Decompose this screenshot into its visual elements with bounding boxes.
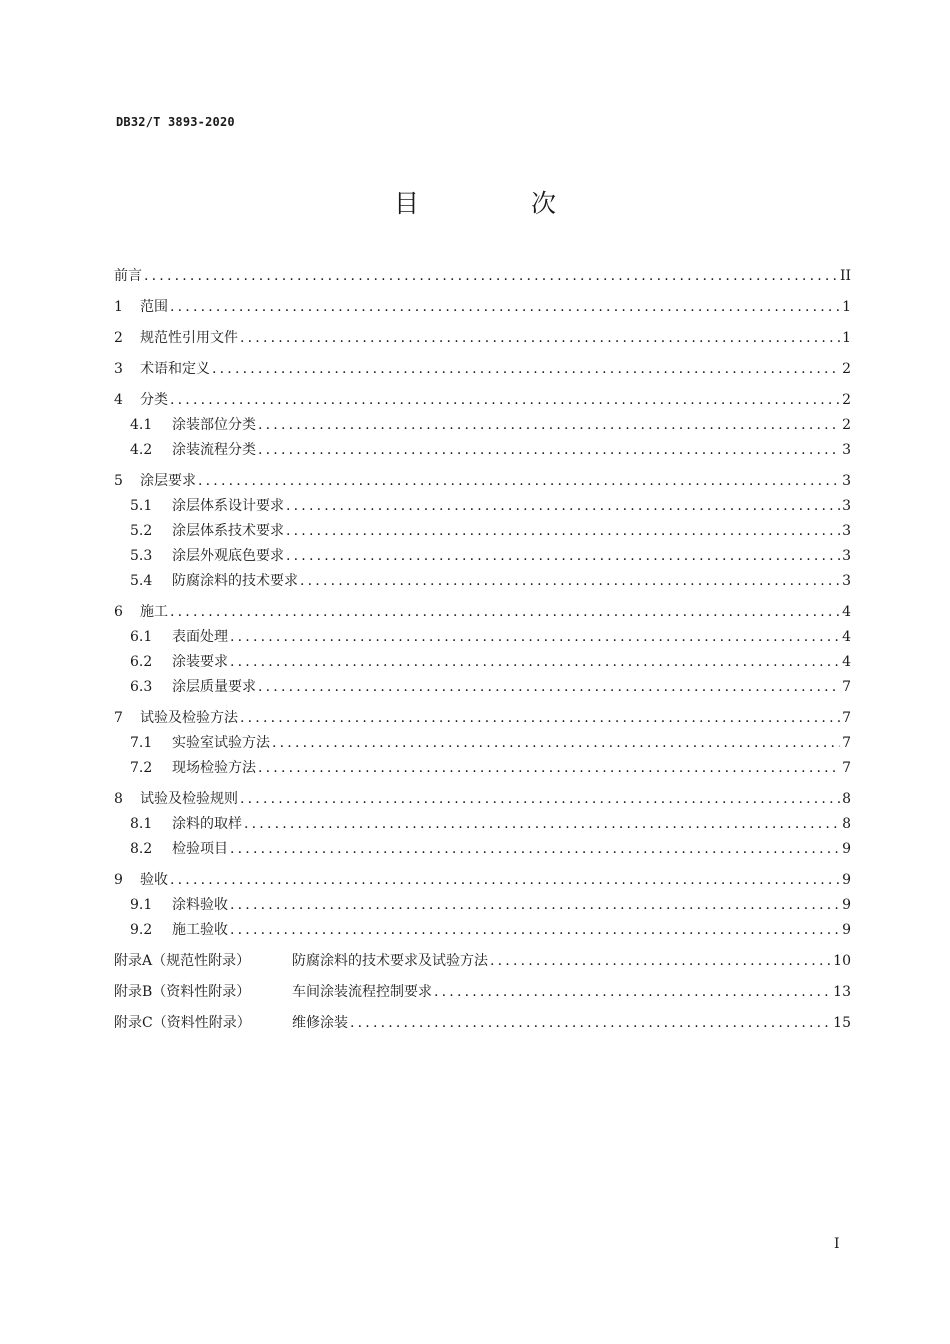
toc-entry-number: 5.3 xyxy=(130,548,153,564)
toc-dot-leader xyxy=(434,980,831,1005)
toc-entry-title: 施工验收 xyxy=(172,922,228,938)
toc-entry-page: 9 xyxy=(842,841,851,857)
toc-dot-leader xyxy=(244,812,840,837)
toc-entry-title: 涂装流程分类 xyxy=(172,442,256,458)
toc-entry-title: 涂装要求 xyxy=(172,654,228,670)
toc-entry[interactable] xyxy=(114,295,851,320)
toc-entry-page: 3 xyxy=(842,498,851,514)
toc-entry-number: 9.1 xyxy=(130,897,153,913)
toc-entry[interactable] xyxy=(114,357,851,382)
toc-entry[interactable] xyxy=(114,706,851,731)
toc-dot-leader xyxy=(230,837,840,862)
toc-entry-page: 4 xyxy=(842,654,851,670)
toc-dot-leader xyxy=(258,413,840,438)
toc-entry[interactable] xyxy=(114,469,851,494)
toc-entry[interactable] xyxy=(114,544,851,569)
toc-entry-title: 分类 xyxy=(140,392,168,408)
toc-entry-number: 6.3 xyxy=(130,679,153,695)
toc-entry-title: 涂装部位分类 xyxy=(172,417,256,433)
toc-entry[interactable] xyxy=(114,650,851,675)
toc-entry[interactable] xyxy=(114,980,851,1005)
toc-entry-title: 涂料的取样 xyxy=(172,816,242,832)
toc-entry-page: 3 xyxy=(842,548,851,564)
toc-entry-page: 9 xyxy=(842,897,851,913)
toc-entry-page: 1 xyxy=(842,299,851,315)
toc-dot-leader xyxy=(230,893,840,918)
toc-entry-page: 15 xyxy=(833,1015,851,1031)
toc-entry-page: 3 xyxy=(842,573,851,589)
toc-entry-number: 6 xyxy=(114,604,123,620)
toc-entry-page: 1 xyxy=(842,330,851,346)
toc-entry-number: 附录A（规范性附录） xyxy=(114,953,251,969)
toc-entry-page: 2 xyxy=(842,417,851,433)
toc-dot-leader xyxy=(286,519,840,544)
toc-entry-number: 5 xyxy=(114,473,123,489)
toc-dot-leader xyxy=(350,1011,831,1036)
toc-dot-leader xyxy=(272,731,840,756)
toc-entry-title: 涂层质量要求 xyxy=(172,679,256,695)
toc-entry-title: 涂层体系技术要求 xyxy=(172,523,284,539)
toc-dot-leader xyxy=(212,357,840,382)
toc-entry-number: 4.2 xyxy=(130,442,153,458)
toc-dot-leader xyxy=(170,600,840,625)
toc-entry-page: 2 xyxy=(842,392,851,408)
toc-entry-title: 涂层外观底色要求 xyxy=(172,548,284,564)
toc-dot-leader xyxy=(286,544,840,569)
toc-entry[interactable] xyxy=(114,438,851,463)
toc-dot-leader xyxy=(198,469,840,494)
toc-dot-leader xyxy=(170,868,840,893)
toc-entry[interactable] xyxy=(114,949,851,974)
toc-entry-page: 9 xyxy=(842,872,851,888)
toc-entry-page: 3 xyxy=(842,442,851,458)
toc-entry-number: 附录C（资料性附录） xyxy=(114,1015,251,1031)
toc-entry-number: 3 xyxy=(114,361,123,377)
toc-entry-title: 试验及检验方法 xyxy=(140,710,238,726)
toc-entry[interactable] xyxy=(114,675,851,700)
toc-entry-page: 9 xyxy=(842,922,851,938)
toc-dot-leader xyxy=(170,388,840,413)
toc-dot-leader xyxy=(240,326,840,351)
toc-dot-leader xyxy=(490,949,831,974)
toc-entry[interactable] xyxy=(114,494,851,519)
toc-entry[interactable] xyxy=(114,756,851,781)
toc-entry[interactable] xyxy=(114,413,851,438)
toc-entry-number: 附录B（资料性附录） xyxy=(114,984,251,1000)
toc-entry-title: 范围 xyxy=(140,299,168,315)
toc-entry-title: 涂层要求 xyxy=(140,473,196,489)
toc-entry-page: 7 xyxy=(842,710,851,726)
table-of-contents xyxy=(114,264,851,1036)
toc-entry[interactable] xyxy=(114,893,851,918)
toc-dot-leader xyxy=(170,295,840,320)
toc-entry-page: 8 xyxy=(842,791,851,807)
toc-entry-number: 5.2 xyxy=(130,523,153,539)
toc-entry-page: 13 xyxy=(833,984,851,1000)
toc-dot-leader xyxy=(286,494,840,519)
toc-entry-number: 5.4 xyxy=(130,573,153,589)
toc-entry-number: 5.1 xyxy=(130,498,153,514)
toc-entry-title: 前言 xyxy=(114,268,142,284)
toc-entry-page: 2 xyxy=(842,361,851,377)
toc-entry[interactable] xyxy=(114,600,851,625)
toc-entry-number: 7.1 xyxy=(130,735,153,751)
toc-entry-title: 检验项目 xyxy=(172,841,228,857)
toc-entry-number: 6.1 xyxy=(130,629,153,645)
toc-entry[interactable] xyxy=(114,264,851,289)
toc-entry-page: 10 xyxy=(833,953,851,969)
toc-entry[interactable] xyxy=(114,519,851,544)
toc-entry-page: 7 xyxy=(842,735,851,751)
toc-entry[interactable] xyxy=(114,787,851,812)
toc-entry-title: 术语和定义 xyxy=(140,361,210,377)
toc-entry-number: 6.2 xyxy=(130,654,153,670)
toc-entry-number: 1 xyxy=(114,299,123,315)
toc-entry-title: 验收 xyxy=(140,872,168,888)
toc-entry-number: 8.1 xyxy=(130,816,153,832)
standard-code: DB32/T 3893-2020 xyxy=(116,115,235,129)
toc-dot-leader xyxy=(230,918,840,943)
toc-entry-title: 防腐涂料的技术要求 xyxy=(172,573,298,589)
toc-entry-page: 7 xyxy=(842,760,851,776)
toc-entry-title: 实验室试验方法 xyxy=(172,735,270,751)
toc-entry-number: 4.1 xyxy=(130,417,153,433)
toc-entry-number: 4 xyxy=(114,392,123,408)
toc-entry-page: 3 xyxy=(842,473,851,489)
toc-entry-page: II xyxy=(839,268,851,284)
page-title: 目 次 xyxy=(394,189,608,218)
toc-entry-number: 7 xyxy=(114,710,123,726)
toc-entry-number: 9.2 xyxy=(130,922,153,938)
toc-entry-page: 4 xyxy=(842,629,851,645)
toc-entry[interactable] xyxy=(114,569,851,594)
toc-entry[interactable] xyxy=(114,837,851,862)
toc-dot-leader xyxy=(230,625,840,650)
toc-entry-title: 试验及检验规则 xyxy=(140,791,238,807)
toc-entry-page: 8 xyxy=(842,816,851,832)
toc-entry-page: 3 xyxy=(842,523,851,539)
toc-entry-number: 2 xyxy=(114,330,123,346)
page-number: I xyxy=(834,1236,840,1252)
toc-entry-page: 7 xyxy=(842,679,851,695)
toc-entry-number: 9 xyxy=(114,872,123,888)
toc-dot-leader xyxy=(240,706,840,731)
toc-dot-leader xyxy=(258,438,840,463)
toc-dot-leader xyxy=(258,756,840,781)
toc-dot-leader xyxy=(144,264,838,289)
toc-entry-title: 涂层体系设计要求 xyxy=(172,498,284,514)
toc-entry[interactable] xyxy=(114,326,851,351)
toc-entry-title: 施工 xyxy=(140,604,168,620)
toc-entry-number: 8 xyxy=(114,791,123,807)
toc-dot-leader xyxy=(300,569,840,594)
toc-entry-title: 涂料验收 xyxy=(172,897,228,913)
toc-entry[interactable] xyxy=(114,625,851,650)
toc-entry-number: 8.2 xyxy=(130,841,153,857)
toc-dot-leader xyxy=(230,650,840,675)
toc-entry-number: 7.2 xyxy=(130,760,153,776)
toc-entry-title: 防腐涂料的技术要求及试验方法 xyxy=(292,953,488,969)
toc-entry-title: 现场检验方法 xyxy=(172,760,256,776)
toc-entry-title: 规范性引用文件 xyxy=(140,330,238,346)
toc-entry-title: 车间涂装流程控制要求 xyxy=(292,984,432,1000)
toc-dot-leader xyxy=(240,787,840,812)
toc-entry-page: 4 xyxy=(842,604,851,620)
toc-entry[interactable] xyxy=(114,868,851,893)
toc-entry[interactable] xyxy=(114,1011,851,1036)
toc-entry[interactable] xyxy=(114,812,851,837)
toc-entry[interactable] xyxy=(114,388,851,413)
toc-entry-title: 表面处理 xyxy=(172,629,228,645)
toc-entry[interactable] xyxy=(114,731,851,756)
toc-entry-title: 维修涂装 xyxy=(292,1015,348,1031)
toc-entry[interactable] xyxy=(114,918,851,943)
toc-dot-leader xyxy=(258,675,840,700)
